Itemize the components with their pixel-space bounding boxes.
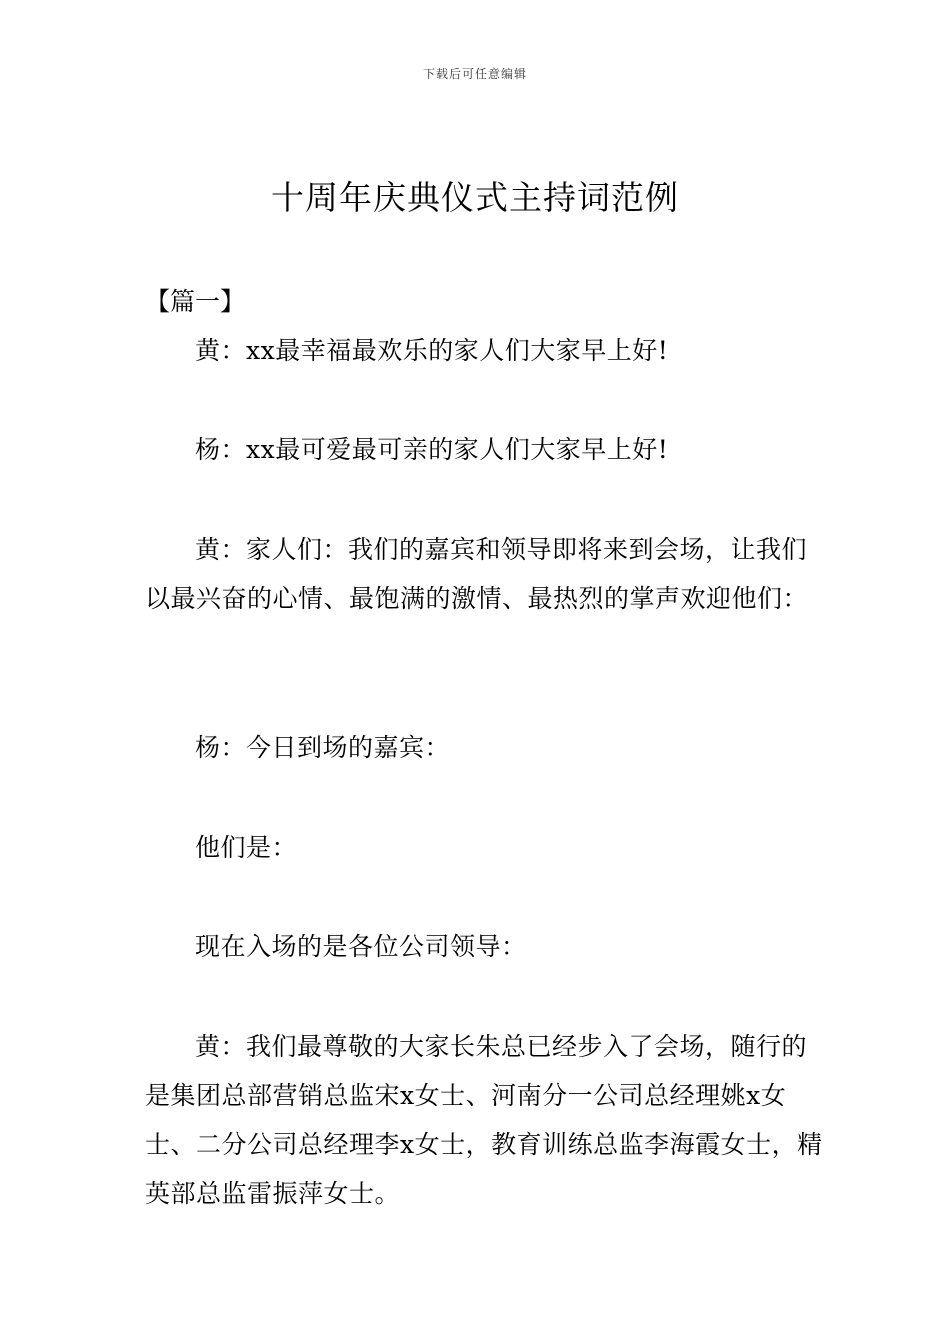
paragraph-guests-today: 杨：今日到场的嘉宾： — [195, 733, 451, 762]
paragraph-greeting-huang: 黄：xx最幸福最欢乐的家人们大家早上好! — [195, 336, 669, 365]
document-title: 十周年庆典仪式主持词范例 — [271, 178, 679, 217]
paragraph-welcome-guests: 黄：家人们：我们的嘉宾和领导即将来到会场，让我们以最兴奋的心情、最饱满的激情、最热烈的掌声欢迎他们： — [145, 535, 809, 613]
paragraph-they-are: 他们是： — [195, 833, 298, 862]
paragraph-leaders-list: 黄：我们最尊敬的大家长朱总已经步入了会场，随行的是集团总部营销总监宋x女士、河南分一公司总经理姚x女士、二分公司总经理李x女士，教育训练总监李海霞女士，精英部总监雷振萍女士。 — [145, 1032, 823, 1208]
section-label: 【篇一】 — [145, 287, 246, 316]
paragraph-greeting-yang: 杨：xx最可爱最可亲的家人们大家早上好! — [195, 435, 669, 464]
paragraph-leaders-entering: 现在入场的是各位公司领导： — [195, 932, 527, 961]
header-note: 下载后可任意编辑 — [422, 67, 527, 81]
